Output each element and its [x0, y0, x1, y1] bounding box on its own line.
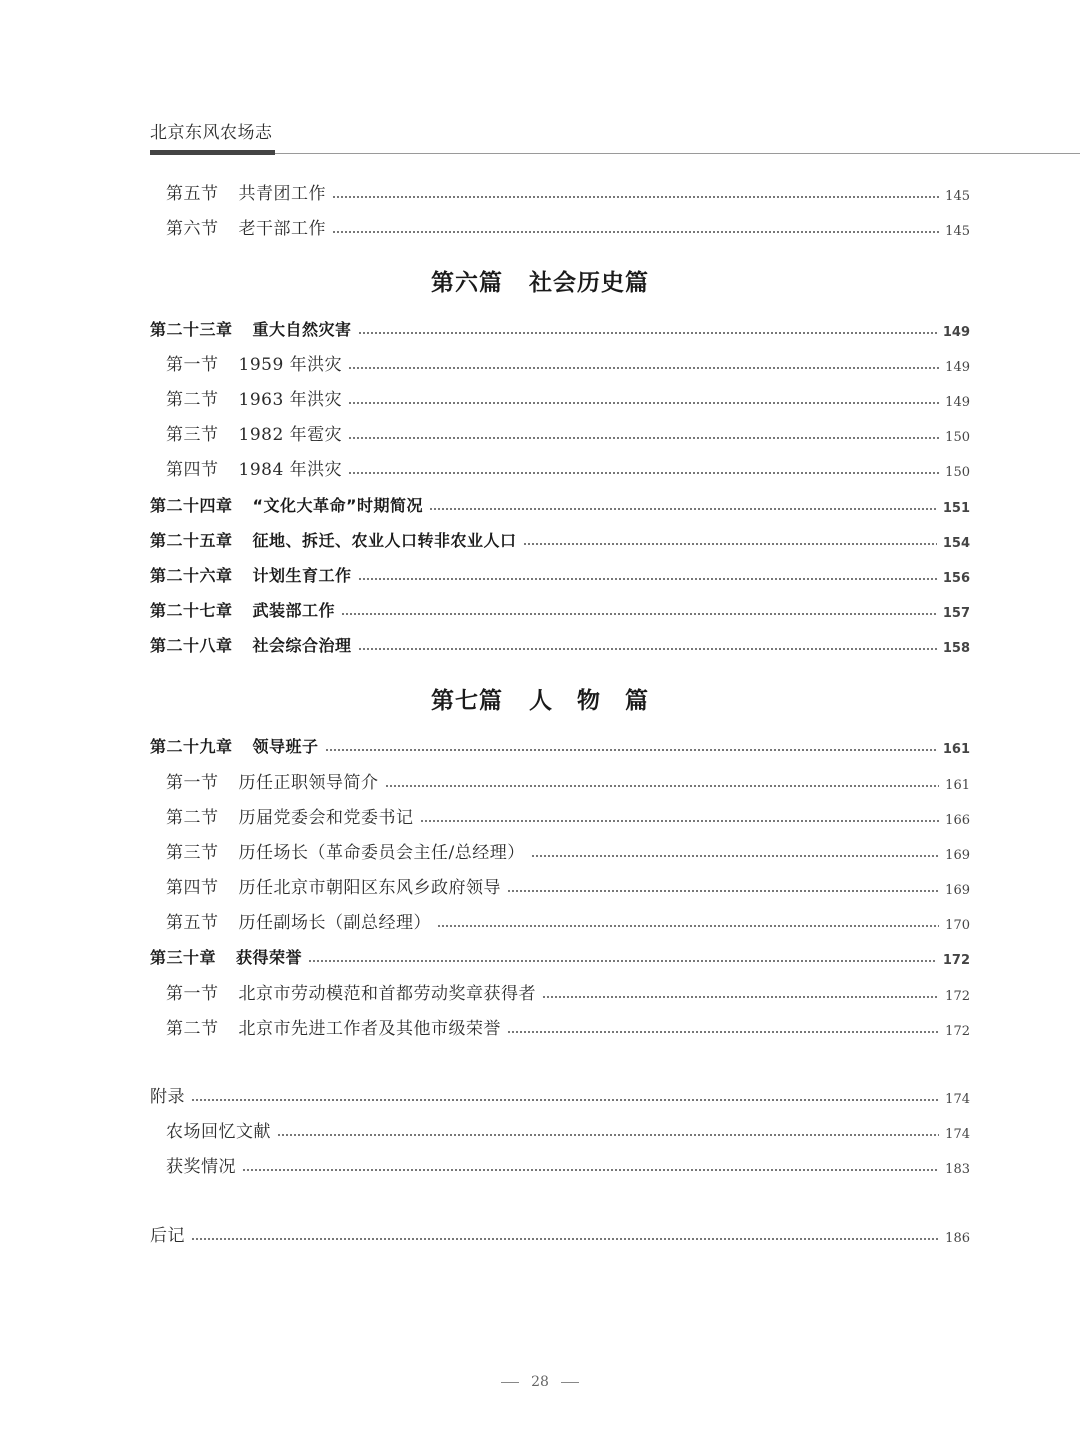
entry-number: 第二节 [166, 1019, 219, 1039]
entry-page: 149 [945, 395, 970, 410]
dot-leader [437, 925, 939, 927]
entry-page: 149 [942, 325, 970, 340]
entry-number: 第二节 [166, 808, 219, 828]
dot-leader [358, 648, 937, 650]
dot-leader [429, 508, 937, 510]
entry-title: 1982 年雹灾 [238, 425, 343, 445]
toc-entry-appendix-item[interactable] [150, 1116, 970, 1148]
entry-page: 157 [942, 606, 970, 621]
entry-title: 获奖情况 [166, 1157, 236, 1177]
toc-entry-chapter[interactable] [150, 731, 970, 763]
dot-leader [242, 1169, 939, 1171]
header-rule-thick [150, 150, 275, 155]
entry-number: 第四节 [166, 878, 219, 898]
entry-page: 151 [942, 501, 970, 516]
toc-entry-appendix-item[interactable] [150, 1151, 970, 1183]
part-heading-7 [0, 682, 1080, 715]
toc-entry-chapter[interactable] [150, 314, 970, 346]
dot-leader [523, 543, 937, 545]
entry-page: 150 [945, 465, 970, 480]
dot-leader [191, 1099, 939, 1101]
folio-dash-left [501, 1382, 519, 1383]
entry-number: 第五节 [166, 913, 219, 933]
toc-entry-section[interactable] [150, 384, 970, 416]
entry-title: 共青团工作 [238, 184, 326, 204]
entry-number: 第四节 [166, 460, 219, 480]
toc-entry-chapter[interactable] [150, 942, 970, 974]
entry-number: 第二十三章 [150, 320, 233, 339]
dot-leader [348, 437, 939, 439]
entry-title: 重大自然灾害 [252, 320, 352, 339]
entry-page: 172 [942, 953, 970, 968]
entry-number: 第一节 [166, 984, 219, 1004]
toc-entry-chapter[interactable] [150, 525, 970, 557]
part-title: 社会历史篇 [529, 269, 649, 296]
part-heading-6 [0, 264, 1080, 297]
toc-entry-section[interactable] [150, 419, 970, 451]
entry-number: 第二节 [166, 390, 219, 410]
dot-leader [308, 960, 937, 962]
dot-leader [420, 820, 940, 822]
entry-number: 第一节 [166, 773, 219, 793]
dot-leader [507, 1031, 939, 1033]
toc-entry-section[interactable] [150, 454, 970, 486]
header-rule-thin [275, 153, 1080, 154]
entry-number: 第三节 [166, 425, 219, 445]
dot-leader [507, 890, 939, 892]
entry-page: 170 [945, 918, 970, 933]
entry-title: 社会综合治理 [252, 636, 352, 655]
entry-title: 历任场长（革命委员会主任/总经理） [238, 843, 525, 863]
toc-entry-section[interactable] [150, 349, 970, 381]
part-label: 第六篇 [431, 269, 503, 296]
part-label: 第七篇 [431, 687, 503, 714]
entry-title: 北京市劳动模范和首都劳动奖章获得者 [238, 984, 536, 1004]
entry-title: 历届党委会和党委书记 [238, 808, 414, 828]
entry-number: 第二十七章 [150, 601, 233, 620]
entry-title: 1984 年洪灾 [238, 460, 343, 480]
dot-leader [348, 402, 939, 404]
entry-title: 计划生育工作 [252, 566, 352, 585]
entry-number: 第五节 [166, 184, 219, 204]
entry-title: 农场回忆文献 [166, 1122, 271, 1142]
dot-leader [341, 613, 937, 615]
entry-title: 历任副场长（副总经理） [238, 913, 431, 933]
entry-title: 历任北京市朝阳区东风乡政府领导 [238, 878, 501, 898]
toc-entry-section[interactable] [150, 213, 970, 245]
entry-title: 北京市先进工作者及其他市级荣誉 [238, 1019, 501, 1039]
entry-page: 172 [945, 1024, 970, 1039]
toc-entry-section[interactable] [150, 767, 970, 799]
entry-number: 第二十四章 [150, 496, 233, 515]
running-header: 北京东风农场志 [150, 123, 273, 143]
dot-leader [332, 196, 939, 198]
entry-page: 172 [945, 989, 970, 1004]
toc-entry-postscript[interactable] [150, 1220, 970, 1252]
entry-number: 第一节 [166, 355, 219, 375]
entry-page: 149 [945, 360, 970, 375]
dot-leader [358, 578, 937, 580]
entry-page: 161 [945, 778, 970, 793]
entry-page: 156 [942, 571, 970, 586]
dot-leader [191, 1238, 939, 1240]
dot-leader [542, 996, 939, 998]
page-number [0, 1374, 1080, 1390]
entry-title: 后记 [150, 1226, 185, 1246]
entry-page: 169 [945, 848, 970, 863]
entry-page: 166 [945, 813, 970, 828]
entry-page: 174 [945, 1127, 970, 1142]
entry-page: 158 [942, 641, 970, 656]
entry-number: 第二十九章 [150, 737, 233, 756]
entry-title: 老干部工作 [238, 219, 326, 239]
entry-title: 征地、拆迁、农业人口转非农业人口 [252, 531, 517, 550]
entry-number: 第二十六章 [150, 566, 233, 585]
dot-leader [385, 785, 940, 787]
toc-entry-section[interactable] [150, 178, 970, 210]
entry-page: 145 [945, 224, 970, 239]
toc-entry-section[interactable] [150, 907, 970, 939]
toc-entry-section[interactable] [150, 978, 970, 1010]
entry-title: 1963 年洪灾 [238, 390, 343, 410]
entry-title: 武装部工作 [252, 601, 336, 620]
page-number-value: 28 [531, 1374, 549, 1390]
entry-title: 领导班子 [252, 737, 319, 756]
toc-entry-chapter[interactable] [150, 630, 970, 662]
toc-entry-section[interactable] [150, 1013, 970, 1045]
entry-title: 附录 [150, 1087, 185, 1107]
entry-page: 150 [945, 430, 970, 445]
dot-leader [348, 472, 939, 474]
toc-entry-section[interactable] [150, 872, 970, 904]
dot-leader [531, 855, 939, 857]
toc-entry-chapter[interactable] [150, 490, 970, 522]
dot-leader [325, 749, 937, 751]
folio-dash-right [561, 1382, 579, 1383]
dot-leader [332, 231, 939, 233]
entry-page: 145 [945, 189, 970, 204]
entry-title: 1959 年洪灾 [238, 355, 343, 375]
entry-page: 154 [942, 536, 970, 551]
part-title: 人 物 篇 [529, 687, 649, 714]
entry-number: 第三节 [166, 843, 219, 863]
entry-number: 第三十章 [150, 948, 217, 967]
entry-page: 186 [945, 1231, 970, 1246]
toc-entry-chapter[interactable] [150, 560, 970, 592]
toc-entry-appendix[interactable] [150, 1081, 970, 1113]
entry-number: 第六节 [166, 219, 219, 239]
toc-entry-section[interactable] [150, 837, 970, 869]
entry-page: 169 [945, 883, 970, 898]
dot-leader [358, 332, 937, 334]
dot-leader [348, 367, 939, 369]
entry-title: “文化大革命”时期简况 [252, 496, 424, 515]
toc-entry-chapter[interactable] [150, 595, 970, 627]
entry-page: 174 [945, 1092, 970, 1107]
dot-leader [277, 1134, 939, 1136]
entry-number: 第二十八章 [150, 636, 233, 655]
entry-title: 获得荣誉 [236, 948, 303, 967]
entry-page: 183 [945, 1162, 970, 1177]
entry-number: 第二十五章 [150, 531, 233, 550]
entry-title: 历任正职领导简介 [238, 773, 379, 793]
entry-page: 161 [942, 742, 970, 757]
toc-entry-section[interactable] [150, 802, 970, 834]
